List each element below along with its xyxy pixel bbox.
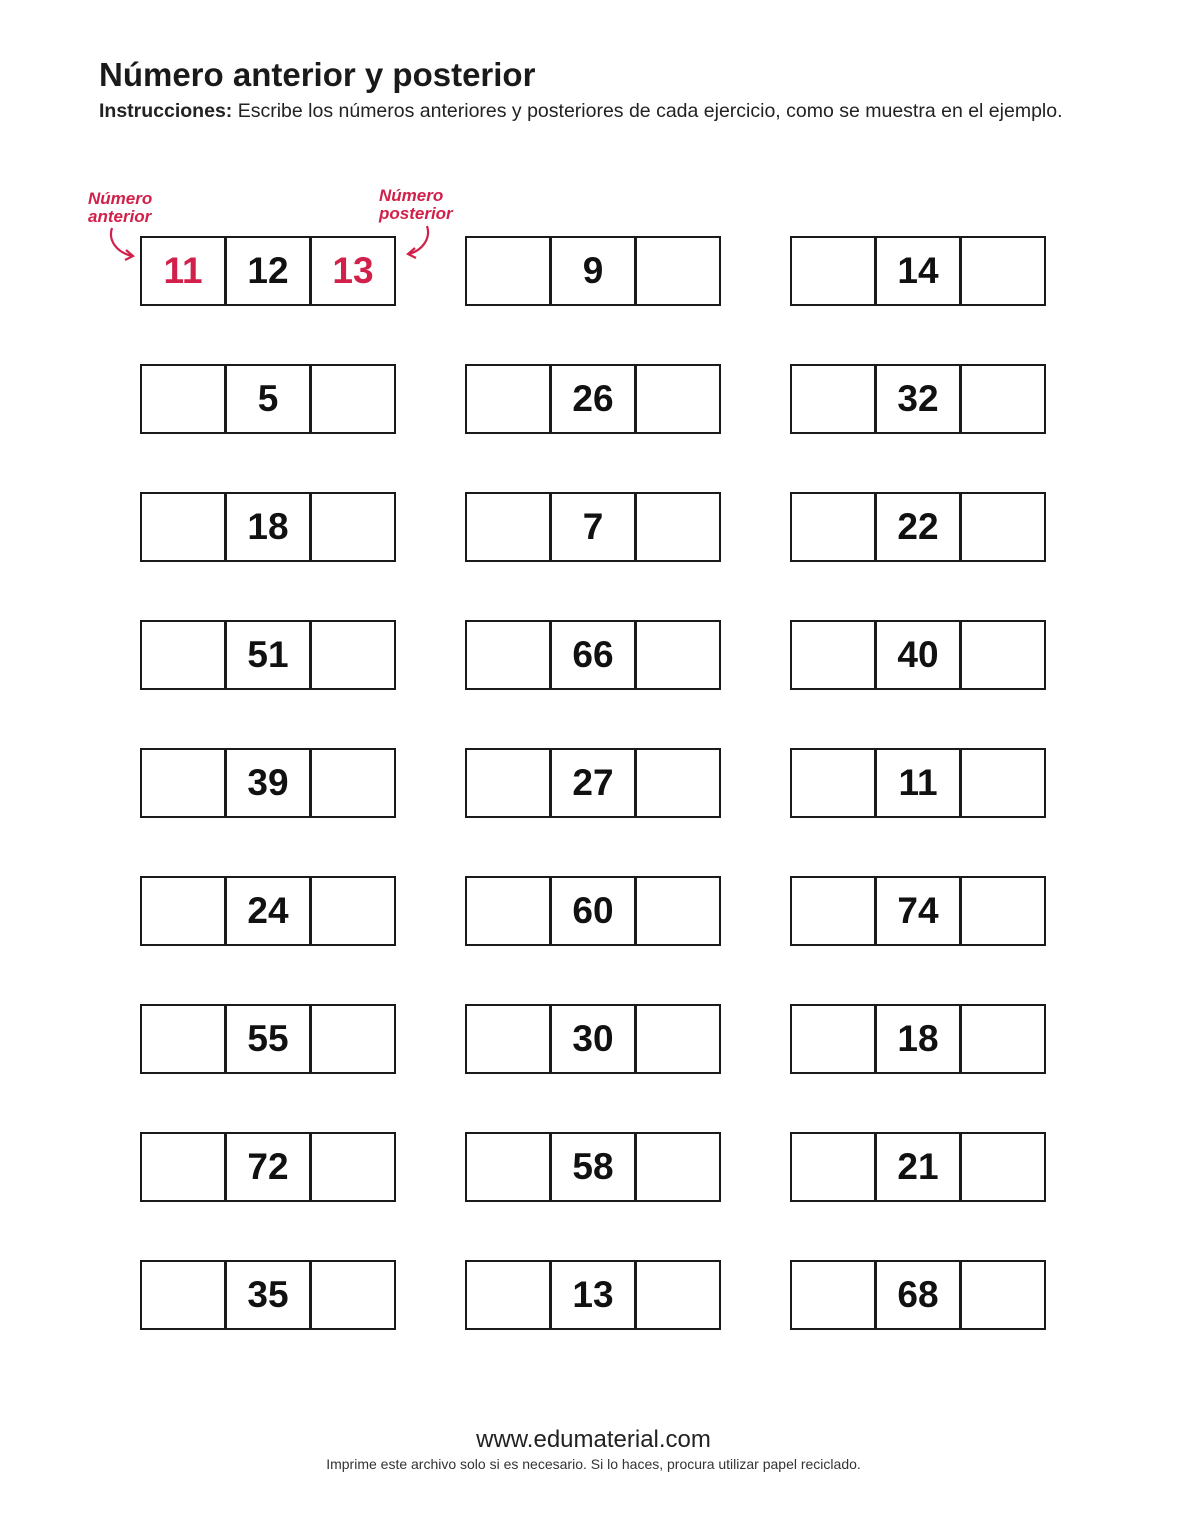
given-number: 60 bbox=[550, 876, 636, 946]
before-answer-box[interactable] bbox=[465, 236, 551, 306]
note-next-number bbox=[379, 187, 453, 223]
after-answer-box[interactable] bbox=[310, 1004, 396, 1074]
exercise-group bbox=[465, 236, 721, 306]
page-title: Número anterior y posterior bbox=[99, 56, 536, 93]
given-number: 22 bbox=[875, 492, 961, 562]
before-answer-box[interactable] bbox=[140, 620, 226, 690]
exercise-group bbox=[790, 748, 1046, 818]
before-answer-box[interactable] bbox=[465, 876, 551, 946]
after-answer-box[interactable] bbox=[310, 748, 396, 818]
before-answer-box[interactable] bbox=[140, 1260, 226, 1330]
instructions bbox=[99, 98, 1084, 124]
given-number: 24 bbox=[225, 876, 311, 946]
given-number: 58 bbox=[550, 1132, 636, 1202]
exercise-group bbox=[465, 492, 721, 562]
given-number: 5 bbox=[225, 364, 311, 434]
given-number: 66 bbox=[550, 620, 636, 690]
given-number: 13 bbox=[550, 1260, 636, 1330]
exercise-group bbox=[140, 1004, 396, 1074]
exercise-group bbox=[140, 1260, 396, 1330]
before-answer-box[interactable] bbox=[790, 1132, 876, 1202]
given-number: 18 bbox=[875, 1004, 961, 1074]
given-number: 26 bbox=[550, 364, 636, 434]
curved-arrow-icon bbox=[106, 226, 140, 262]
before-answer-box[interactable] bbox=[140, 1132, 226, 1202]
after-answer-box[interactable] bbox=[960, 236, 1046, 306]
before-answer-box[interactable] bbox=[140, 876, 226, 946]
before-answer-box[interactable] bbox=[465, 492, 551, 562]
exercise-group bbox=[790, 236, 1046, 306]
before-answer-box[interactable] bbox=[790, 748, 876, 818]
after-answer-box[interactable] bbox=[310, 1132, 396, 1202]
exercise-group bbox=[465, 364, 721, 434]
before-answer-box[interactable] bbox=[790, 876, 876, 946]
before-answer-box[interactable] bbox=[790, 1260, 876, 1330]
example-after-cell: 13 bbox=[310, 236, 396, 306]
after-answer-box[interactable] bbox=[960, 748, 1046, 818]
exercise-group bbox=[790, 620, 1046, 690]
exercise-group bbox=[465, 620, 721, 690]
given-number: 40 bbox=[875, 620, 961, 690]
before-answer-box[interactable] bbox=[140, 748, 226, 818]
after-answer-box[interactable] bbox=[310, 492, 396, 562]
before-answer-box[interactable] bbox=[465, 364, 551, 434]
before-answer-box[interactable] bbox=[465, 1260, 551, 1330]
exercise-group bbox=[790, 1004, 1046, 1074]
after-answer-box[interactable] bbox=[635, 748, 721, 818]
example-number-cell: 12 bbox=[225, 236, 311, 306]
given-number: 39 bbox=[225, 748, 311, 818]
instructions-label: Instrucciones: bbox=[99, 100, 233, 122]
before-answer-box[interactable] bbox=[465, 620, 551, 690]
after-answer-box[interactable] bbox=[310, 364, 396, 434]
before-answer-box[interactable] bbox=[140, 492, 226, 562]
before-answer-box[interactable] bbox=[790, 492, 876, 562]
exercise-group bbox=[140, 748, 396, 818]
exercise-group bbox=[790, 364, 1046, 434]
after-answer-box[interactable] bbox=[960, 364, 1046, 434]
exercise-group bbox=[790, 1132, 1046, 1202]
note-previous-line1: Número bbox=[88, 189, 153, 208]
given-number: 21 bbox=[875, 1132, 961, 1202]
after-answer-box[interactable] bbox=[960, 1132, 1046, 1202]
before-answer-box[interactable] bbox=[790, 620, 876, 690]
exercise-group bbox=[140, 364, 396, 434]
given-number: 27 bbox=[550, 748, 636, 818]
exercise-group bbox=[140, 620, 396, 690]
exercise-group bbox=[465, 876, 721, 946]
given-number: 7 bbox=[550, 492, 636, 562]
footer-note: Imprime este archivo solo si es necesario. Si lo haces, procura utilizar papel reciclado. bbox=[326, 1456, 861, 1472]
note-previous-line2: anterior bbox=[88, 207, 152, 226]
after-answer-box[interactable] bbox=[310, 620, 396, 690]
instructions-text: Escribe los números anteriores y posteriores de cada ejercicio, como se muestra en el ejemplo. bbox=[232, 100, 1063, 122]
after-answer-box[interactable] bbox=[310, 876, 396, 946]
example-group bbox=[140, 236, 396, 306]
given-number: 35 bbox=[225, 1260, 311, 1330]
given-number: 68 bbox=[875, 1260, 961, 1330]
after-answer-box[interactable] bbox=[960, 620, 1046, 690]
before-answer-box[interactable] bbox=[790, 1004, 876, 1074]
given-number: 9 bbox=[550, 236, 636, 306]
after-answer-box[interactable] bbox=[960, 492, 1046, 562]
exercise-group bbox=[790, 1260, 1046, 1330]
exercise-group bbox=[140, 1132, 396, 1202]
after-answer-box[interactable] bbox=[635, 1260, 721, 1330]
given-number: 30 bbox=[550, 1004, 636, 1074]
before-answer-box[interactable] bbox=[790, 236, 876, 306]
before-answer-box[interactable] bbox=[140, 364, 226, 434]
exercise-group bbox=[465, 1260, 721, 1330]
after-answer-box[interactable] bbox=[960, 1260, 1046, 1330]
before-answer-box[interactable] bbox=[465, 748, 551, 818]
footer-website: www.edumaterial.com bbox=[476, 1426, 711, 1453]
curved-arrow-icon bbox=[401, 224, 435, 260]
given-number: 11 bbox=[875, 748, 961, 818]
exercise-group bbox=[465, 1004, 721, 1074]
given-number: 51 bbox=[225, 620, 311, 690]
example-before-cell: 11 bbox=[140, 236, 226, 306]
after-answer-box[interactable] bbox=[635, 492, 721, 562]
given-number: 74 bbox=[875, 876, 961, 946]
after-answer-box[interactable] bbox=[635, 876, 721, 946]
after-answer-box[interactable] bbox=[635, 1004, 721, 1074]
after-answer-box[interactable] bbox=[960, 876, 1046, 946]
after-answer-box[interactable] bbox=[310, 1260, 396, 1330]
after-answer-box[interactable] bbox=[635, 1132, 721, 1202]
before-answer-box[interactable] bbox=[140, 1004, 226, 1074]
before-answer-box[interactable] bbox=[465, 1004, 551, 1074]
given-number: 55 bbox=[225, 1004, 311, 1074]
exercise-group bbox=[140, 876, 396, 946]
given-number: 18 bbox=[225, 492, 311, 562]
exercise-group bbox=[465, 748, 721, 818]
given-number: 32 bbox=[875, 364, 961, 434]
given-number: 14 bbox=[875, 236, 961, 306]
given-number: 72 bbox=[225, 1132, 311, 1202]
note-next-line1: Número bbox=[379, 186, 444, 205]
before-answer-box[interactable] bbox=[790, 364, 876, 434]
before-answer-box[interactable] bbox=[465, 1132, 551, 1202]
after-answer-box[interactable] bbox=[960, 1004, 1046, 1074]
exercise-group bbox=[465, 1132, 721, 1202]
exercise-group bbox=[790, 876, 1046, 946]
note-previous-number bbox=[88, 190, 152, 226]
after-answer-box[interactable] bbox=[635, 236, 721, 306]
exercise-group bbox=[140, 492, 396, 562]
note-next-line2: posterior bbox=[379, 204, 453, 223]
after-answer-box[interactable] bbox=[635, 364, 721, 434]
after-answer-box[interactable] bbox=[635, 620, 721, 690]
exercise-group bbox=[790, 492, 1046, 562]
